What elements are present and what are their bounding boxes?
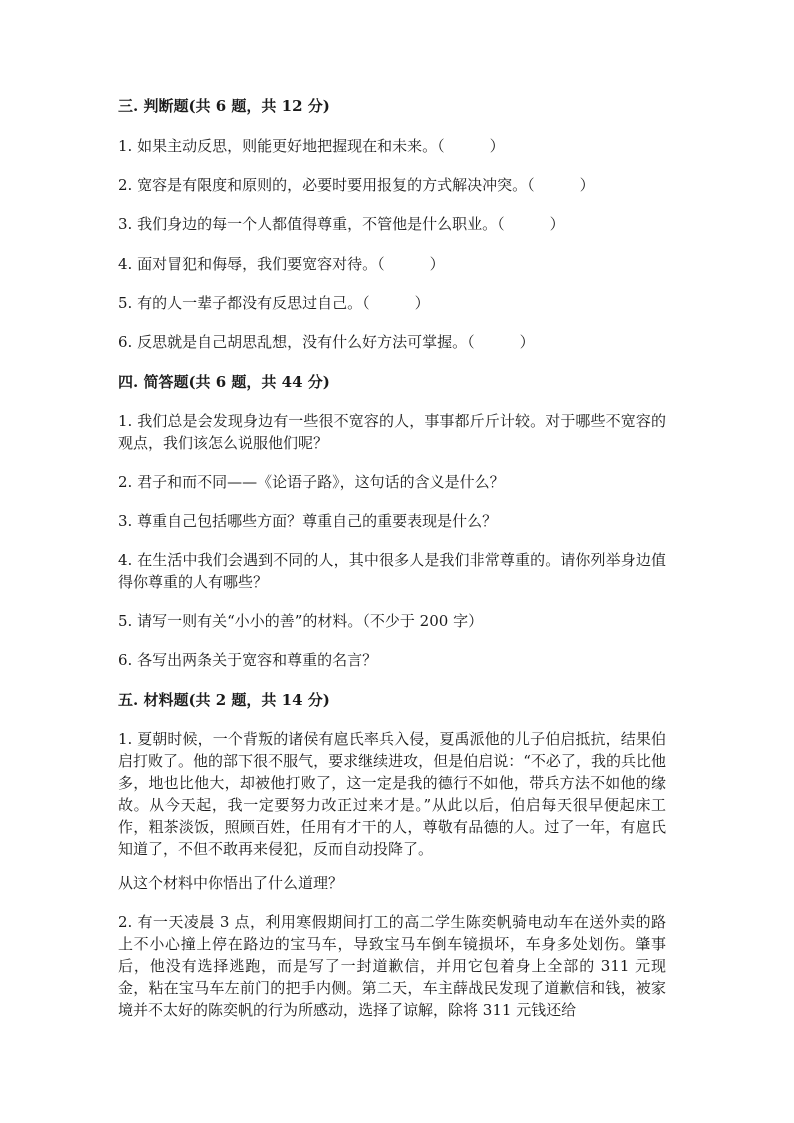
section-4-item-1: 1. 我们总是会发现身边有一些很不宽容的人，事事都斤斤计较。对于哪些不宽容的观点，我们该怎么说服他们呢？ xyxy=(118,412,666,452)
section-4-heading: 四. 简答题(共 6 题，共 44 分) xyxy=(118,373,330,391)
section-5-item-2-text: 2. 有一天凌晨 3 点，利用寒假期间打工的高二学生陈奕帆骑电动车在送外卖的路上不小心撞上停在路边的宝马车，导致宝马车倒车镜损坏，车身多处划伤。肇事后，他没有选择逃跑，而是写了一封道歉信，并用它包着身上全部的 311 元现金，粘在宝马车左前门的把手内侧。第二天，车主薛战民发现了道歉信和钱，被家境并不太好的陈奕帆的行为所感动，选择了谅解，除将 311 元钱还给 xyxy=(118,913,666,1019)
section-4-item-2: 2. 君子和而不同——《论语子路》，这句话的含义是什么？ xyxy=(118,473,505,491)
section-5-item-1-question: 从这个材料中你悟出了什么道理？ xyxy=(118,874,344,892)
section-5-item-1-text: 1. 夏朝时候，一个背叛的诸侯有扈氏率兵入侵，夏禹派他的儿子伯启抵抗，结果伯启打败了。他的部下很不服气，要求继续进攻，但是伯启说：“不必了，我的兵比他多，地也比他大，却被他打败了，这一定是我的德行不如他，带兵方法不如他的缘故。从今天起，我一定要努力改正过来才是。”从此以后，伯启每天很早便起床工作，粗茶淡饭，照顾百姓，任用有才干的人，尊敬有品德的人。过了一年，有扈氏知道了，不但不敢再来侵犯，反而自动投降了。 xyxy=(118,730,666,858)
section-3-item-5: 5. 有的人一辈子都没有反思过自己。（ ） xyxy=(118,294,430,312)
section-4-item-6: 6. 各写出两条关于宽容和尊重的名言？ xyxy=(118,651,378,669)
section-4-item-3: 3. 尊重自己包括哪些方面？尊重自己的重要表现是什么？ xyxy=(118,512,498,530)
section-3-item-2: 2. 宽容是有限度和原则的，必要时要用报复的方式解决冲突。（ ） xyxy=(118,176,595,194)
section-3-heading: 三. 判断题(共 6 题，共 12 分) xyxy=(118,97,330,115)
section-4-item-4: 4. 在生活中我们会遇到不同的人，其中很多人是我们非常尊重的。请你列举身边值得你尊重的人有哪些？ xyxy=(118,551,666,591)
section-3-item-3: 3. 我们身边的每一个人都值得尊重，不管他是什么职业。（ ） xyxy=(118,215,565,233)
section-4-item-5: 5. 请写一则有关“小小的善”的材料。（不少于 200 字） xyxy=(118,612,484,630)
section-3-item-1: 1. 如果主动反思，则能更好地把握现在和未来。（ ） xyxy=(118,137,505,155)
section-3-item-6: 6. 反思就是自己胡思乱想，没有什么好方法可掌握。（ ） xyxy=(118,333,535,351)
section-3-item-4: 4. 面对冒犯和侮辱，我们要宽容对待。（ ） xyxy=(118,255,445,273)
section-5-heading: 五. 材料题(共 2 题，共 14 分) xyxy=(118,691,330,709)
